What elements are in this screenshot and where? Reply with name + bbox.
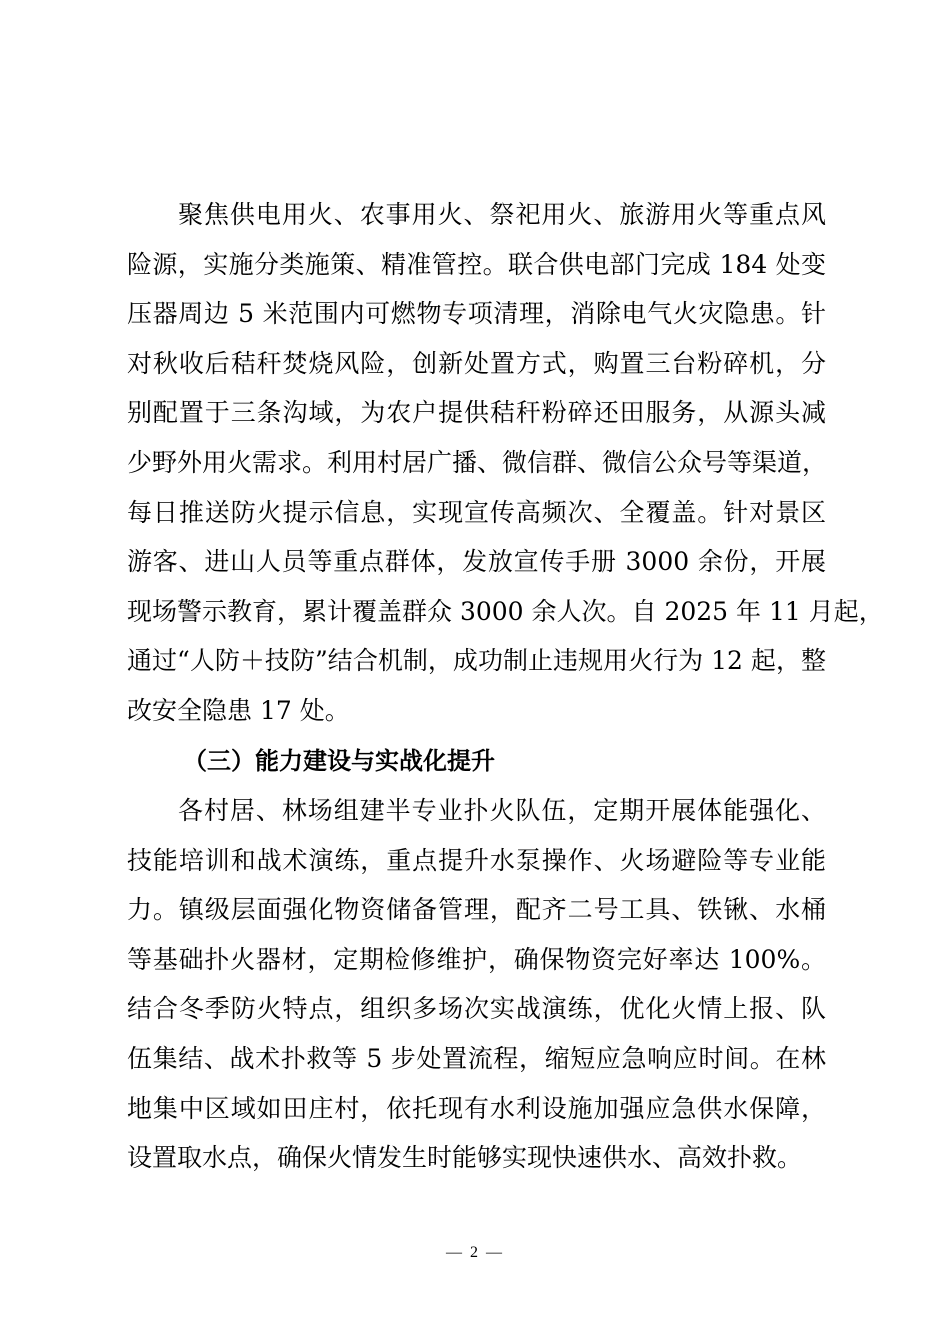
text-line: 险源，实施分类施策、精准管控。联合供电部门完成 184 处变 <box>127 249 826 279</box>
paragraph-fire-source-control <box>127 190 884 736</box>
text-line: 技能培训和战术演练，重点提升水泵操作、火场避险等专业能 <box>127 845 826 875</box>
section-heading <box>127 737 826 787</box>
text-line: 压器周边 5 米范围内可燃物专项清理，消除电气火灾隐患。针 <box>127 299 826 329</box>
paragraph-capability-building <box>127 786 826 1183</box>
section-heading-text: （三）能力建设与实战化提升 <box>183 747 495 775</box>
text-line: 改安全隐患 17 处。 <box>127 695 350 725</box>
text-line: 通过“人防＋技防”结合机制，成功制止违规用火行为 12 起，整 <box>127 646 826 676</box>
text-line: 聚焦供电用火、农事用火、祭祀用火、旅游用火等重点风 <box>178 200 826 229</box>
text-line: 游客、进山人员等重点群体，发放宣传手册 3000 余份，开展 <box>127 547 826 577</box>
text-line: 各村居、林场组建半专业扑火队伍，定期开展体能强化、 <box>178 796 826 825</box>
text-line: 少野外用火需求。利用村居广播、微信群、微信公众号等渠道， <box>127 447 828 477</box>
page-number: — 2 — <box>446 1244 504 1261</box>
text-line: 伍集结、战术扑救等 5 步处置流程，缩短应急响应时间。在林 <box>127 1043 826 1073</box>
text-line: 别配置于三条沟域，为农户提供秸秆粉碎还田服务，从源头减 <box>127 398 826 428</box>
text-line: 力。镇级层面强化物资储备管理，配齐二号工具、铁锹、水桶 <box>127 895 826 925</box>
text-line: 等基础扑火器材，定期检修维护，确保物资完好率达 100%。 <box>127 944 826 974</box>
text-line: 现场警示教育，累计覆盖群众 3000 余人次。自 2025 年 11 月起， <box>127 596 884 626</box>
text-line: 设置取水点，确保火情发生时能够实现快速供水、高效扑救。 <box>127 1143 803 1173</box>
text-line: 对秋收后秸秆焚烧风险，创新处置方式，购置三台粉碎机，分 <box>127 348 826 378</box>
text-line: 每日推送防火提示信息，实现宣传高频次、全覆盖。针对景区 <box>127 497 826 527</box>
text-line: 结合冬季防火特点，组织多场次实战演练，优化火情上报、队 <box>127 994 826 1024</box>
text-line: 地集中区域如田庄村，依托现有水利设施加强应急供水保障， <box>127 1093 826 1123</box>
